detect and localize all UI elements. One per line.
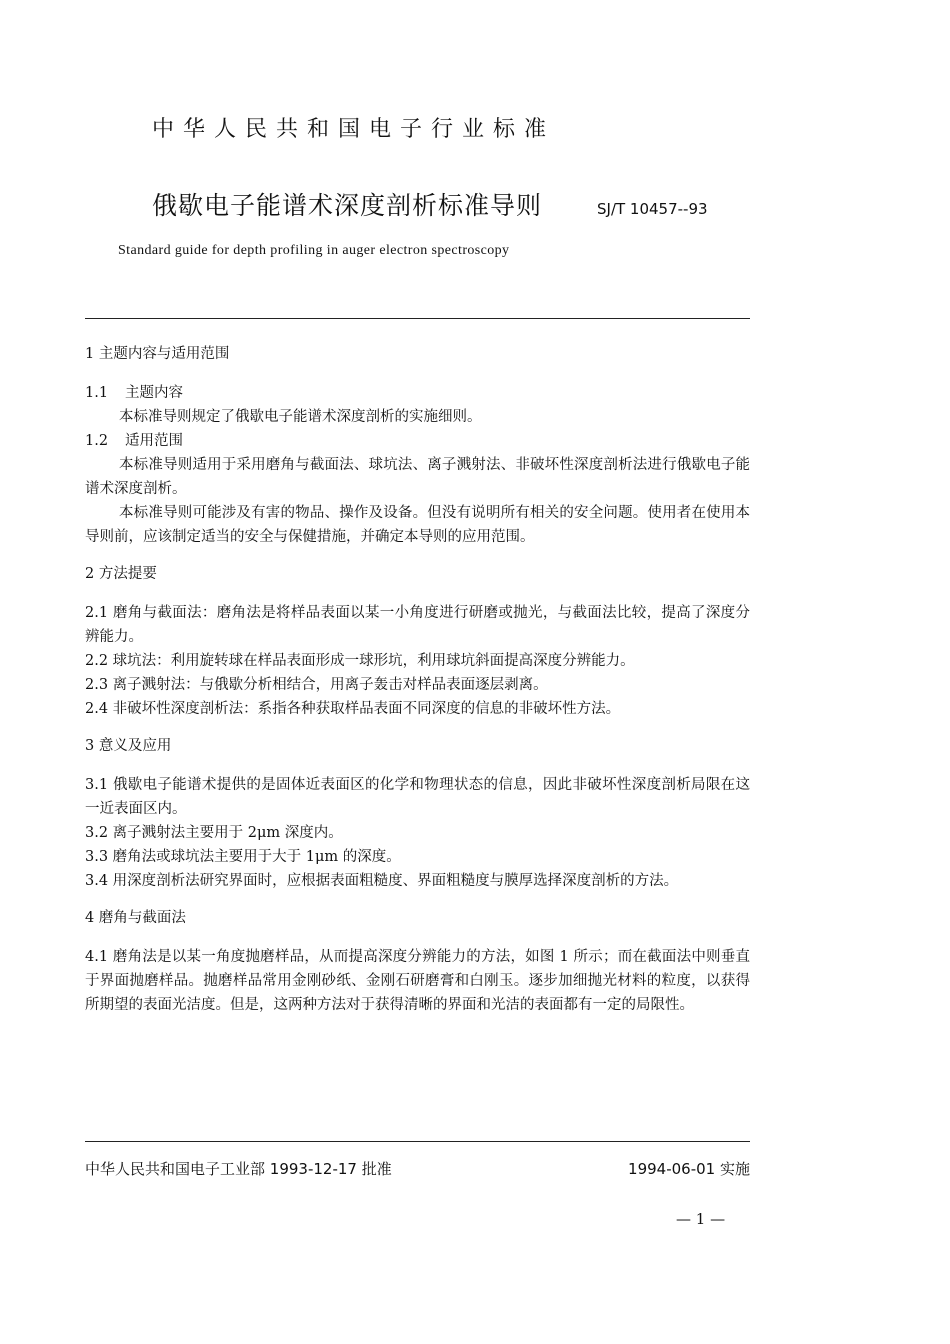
section-4-heading: 4 磨角与截面法 xyxy=(85,910,186,926)
clause-1-1-heading xyxy=(85,381,750,405)
clause-number: 1.1 xyxy=(85,385,109,401)
clause-2-3: 2.3 离子溅射法：与俄歇分析相结合，用离子轰击对样品表面逐层剥离。 xyxy=(85,677,548,693)
english-title: Standard guide for depth profiling in auger electron spectroscopy xyxy=(118,243,510,258)
clause-3-4: 3.4 用深度剖析法研究界面时，应根据表面粗糙度、界面粗糙度与膜厚选择深度剖析的方法。 xyxy=(85,873,679,889)
document-body xyxy=(85,342,750,1017)
clause-2-2: 2.2 球坑法：利用旋转球在样品表面形成一球形坑，利用球坑斜面提高深度分辨能力。 xyxy=(85,653,635,669)
page-number: — 1 — xyxy=(676,1210,726,1228)
clause-2-4: 2.4 非破坏性深度剖析法：系指各种获取样品表面不同深度的信息的非破坏性方法。 xyxy=(85,701,621,717)
clause-2-1: 2.1 磨角与截面法：磨角法是将样品表面以某一小角度进行研磨或抛光，与截面法比较，提高了深度分辨能力。 xyxy=(85,605,750,645)
clause-title: 主题内容 xyxy=(125,385,183,401)
clause-title: 适用范围 xyxy=(125,433,183,449)
clause-3-1: 3.1 俄歇电子能谱术提供的是固体近表面区的化学和物理状态的信息，因此非破坏性深度剖析局限在这一近表面区内。 xyxy=(85,777,750,817)
section-3-heading: 3 意义及应用 xyxy=(85,738,172,754)
standard-code: SJ/T 10457--93 xyxy=(597,200,708,218)
footer-divider xyxy=(85,1141,750,1142)
issuing-authority-title: 中华人民共和国电子行业标准 xyxy=(152,117,556,142)
clause-4-1: 4.1 磨角法是以某一角度抛磨样品，从而提高深度分辨能力的方法，如图 1 所示；而在截面法中则垂直于界面抛磨样品。抛磨样品常用金刚砂纸、金刚石研磨膏和白刚玉。逐步加细抛光材料的粒度，以获得所期望的表面光洁度。但是，这两种方法对于获得清晰的界面和光洁的表面都有一定的局限性。 xyxy=(85,949,750,1013)
clause-1-2-text-1: 本标准导则适用于采用磨角与截面法、球坑法、离子溅射法、非破坏性深度剖析法进行俄歇电子能谱术深度剖析。 xyxy=(85,457,750,497)
clause-1-2-text-2: 本标准导则可能涉及有害的物品、操作及设备。但没有说明所有相关的安全问题。使用者在使用本导则前，应该制定适当的安全与保健措施，并确定本导则的应用范围。 xyxy=(85,505,750,545)
clause-1-1-text: 本标准导则规定了俄歇电子能谱术深度剖析的实施细则。 xyxy=(119,409,482,425)
approval-line: 中华人民共和国电子工业部 1993-12-17 批准 xyxy=(85,1160,392,1178)
effective-date: 1994-06-01 实施 xyxy=(628,1160,750,1178)
header-divider xyxy=(85,318,750,319)
clause-3-2: 3.2 离子溅射法主要用于 2μm 深度内。 xyxy=(85,825,343,841)
section-1-heading: 1 主题内容与适用范围 xyxy=(85,346,230,362)
document-title: 俄歇电子能谱术深度剖析标准导则 xyxy=(152,191,543,220)
section-2-heading: 2 方法提要 xyxy=(85,566,157,582)
clause-number: 1.2 xyxy=(85,433,109,449)
clause-3-3: 3.3 磨角法或球坑法主要用于大于 1μm 的深度。 xyxy=(85,849,401,865)
clause-1-2-heading xyxy=(85,429,750,453)
